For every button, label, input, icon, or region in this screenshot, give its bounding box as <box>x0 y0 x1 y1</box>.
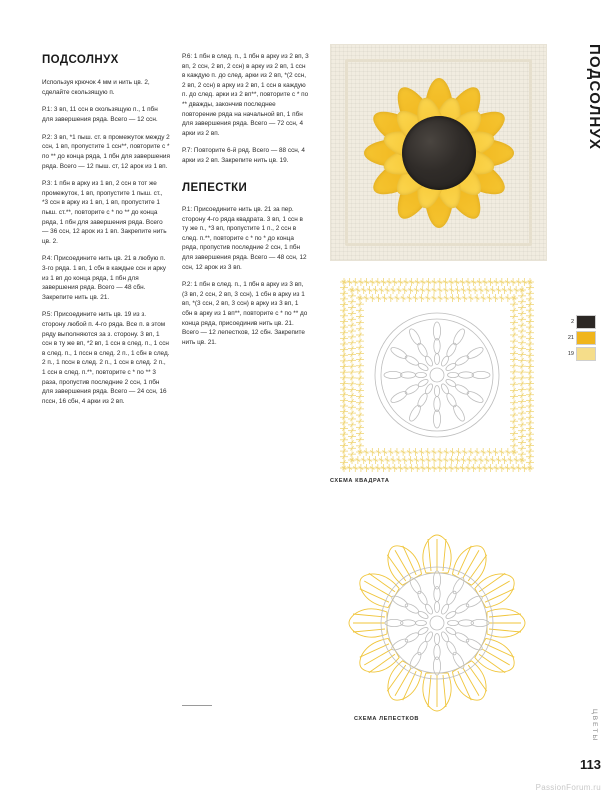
paragraph: Р.2: 3 вп, *1 пыш. ст. в промежуток между 2 ссн, 1 вп, пропустите 1 ссн**, повторите с * по ** до конца ряда, 1 пбн для завершения ряда. Всего — 12 пыш. ст, 12 арок из 1 вп. <box>42 133 170 170</box>
flower-center <box>402 116 476 190</box>
paragraph: Р.6: 1 пбн в след. п., 1 пбн в арку из 2 вп, 3 вп, 2 ссн, 2 вп, 2 ссн) в арку из 2 вп, 1 ссн в каждую п. до след. арки из 2 вп, *(2 ссн, 2 вп, 2 ссн) в арку из 2 вп, 1 ссн в каждую п. до след. арки из 2 вп**, повторите с * по ** дважды, закончив последнее повторение ряда на начальной вп, 1 пбн для завершения ряда. Всего — 72 ссн, 4 арки из 2 вп. <box>182 53 309 137</box>
vertical-category-label: ЦВЕТЫ <box>591 708 598 742</box>
legend-label: 19 <box>567 351 574 357</box>
legend-swatch <box>576 331 596 345</box>
color-legend <box>562 315 596 363</box>
petal-chart-svg <box>330 528 545 723</box>
sunflower-motif <box>354 68 524 238</box>
legend-swatch <box>576 315 596 329</box>
legend-swatch <box>576 347 596 361</box>
paragraph: Р.1: Присоедините нить цв. 21 за пер. сторону 4-го ряда квадрата. 3 вп, 1 ссн в ту же п., *3 вп, пропустите 1 п., 2 ссн в след. п.**, повторите с * по * до конца ряда, пропустив последние 2 ссн, 1 пбн для завершения ряда. Всего — 48 ссн, 12 ссн, 12 арок из 3 вп. <box>182 205 307 271</box>
chart-caption-petal: СХЕМА ЛЕПЕСТКОВ <box>354 716 420 722</box>
paragraph: Р.5: Присоедините нить цв. 19 из з. сторону любой п. 4-го ряда. Все п. в этом ряду выполняются за з. сторону. 3 вп, 1 ссн в ту же вп, *2 вп, 1 ссн в след. п., 1 ссн в след. п., 1 пссн в след. 2 п., 1 сбн в след. 2 п., 1 пссн в след. 2 п., 1 ссн в след. 2 п., 1 ссн в след. п.**, повторите с * по ** 3 раза, пропустив последние 2 ссн, 1 пбн для завершения ряда. Всего — 24 ссн, 16 пссн, 16 сбн, 4 арки из 2 вп. <box>42 311 170 405</box>
text-column-right <box>182 52 310 355</box>
legend-label: 21 <box>567 335 574 341</box>
square-chart-svg <box>330 272 545 510</box>
page-title: ПОДСОЛНУХ <box>42 54 119 66</box>
watermark: PassionForum.ru <box>535 783 601 792</box>
paragraph: Р.3: 1 пбн в арку из 1 вп, 2 ссн в тот же промежуток, 1 вп, пропустите 1 пыш. ст., *3 ссн в арку из 1 вп, 1 вп, пропустите 1 пыш. ст.**, повторите с * по ** до конца ряда, 1 пбн для завершения ряда. Всего — 36 ссн, 12 арок из 1 вп. Закрепите нить цв. 2. <box>42 180 167 245</box>
crochet-chart-square <box>330 272 545 510</box>
page-number: 113 <box>580 757 601 772</box>
legend-item <box>562 331 596 345</box>
text-column-left <box>42 52 170 415</box>
section-subtitle: ЛЕПЕСТКИ <box>182 181 248 194</box>
vertical-section-heading: ПОДСОЛНУХ <box>586 44 603 151</box>
paragraph: Р.4: Присоедините нить цв. 21 в любую п. 3-го ряда. 1 вп, 1 сбн в каждые ссн и арку из 1 вп до конца ряда, 1 пбн для завершения ряда. Всего — 48 сбн. Закрепите нить цв. 21. <box>42 255 167 301</box>
chart-caption-square: СХЕМА КВАДРАТА <box>330 478 390 484</box>
divider <box>182 705 212 706</box>
paragraph: Используя крючок 4 мм и нить цв. 2, сделайте скользящую п. <box>42 79 150 96</box>
legend-item <box>562 315 596 329</box>
paragraph: Р.1: 3 вп, 11 ссн в скользящую п., 1 пбн для завершения ряда. Всего — 12 ссн. <box>42 106 158 124</box>
paragraph: Р.7: Повторите 6-й ряд. Всего — 88 ссн, 4 арки из 2 вп. Закрепите нить цв. 19. <box>182 147 305 165</box>
legend-item <box>562 347 596 361</box>
project-photo <box>330 44 547 261</box>
paragraph: Р.2: 1 пбн в след. п., 1 пбн в арку из 3 вп, (3 вп, 2 ссн, 2 вп, 3 ссн), 1 сбн в арку из 1 вп, *(3 ссн, 2 вп, 3 ссн) в арку из 3 вп, 1 сбн в арку из 1 вп**, повторите с * по ** до конца ряда, присоединив нить цв. 21. Всего — 12 лепестков, 12 сбн. Закрепите нить цв. 21. <box>182 281 308 346</box>
square-chart-center <box>375 313 499 437</box>
legend-label: 2 <box>570 319 574 325</box>
crochet-chart-petals <box>330 528 545 738</box>
